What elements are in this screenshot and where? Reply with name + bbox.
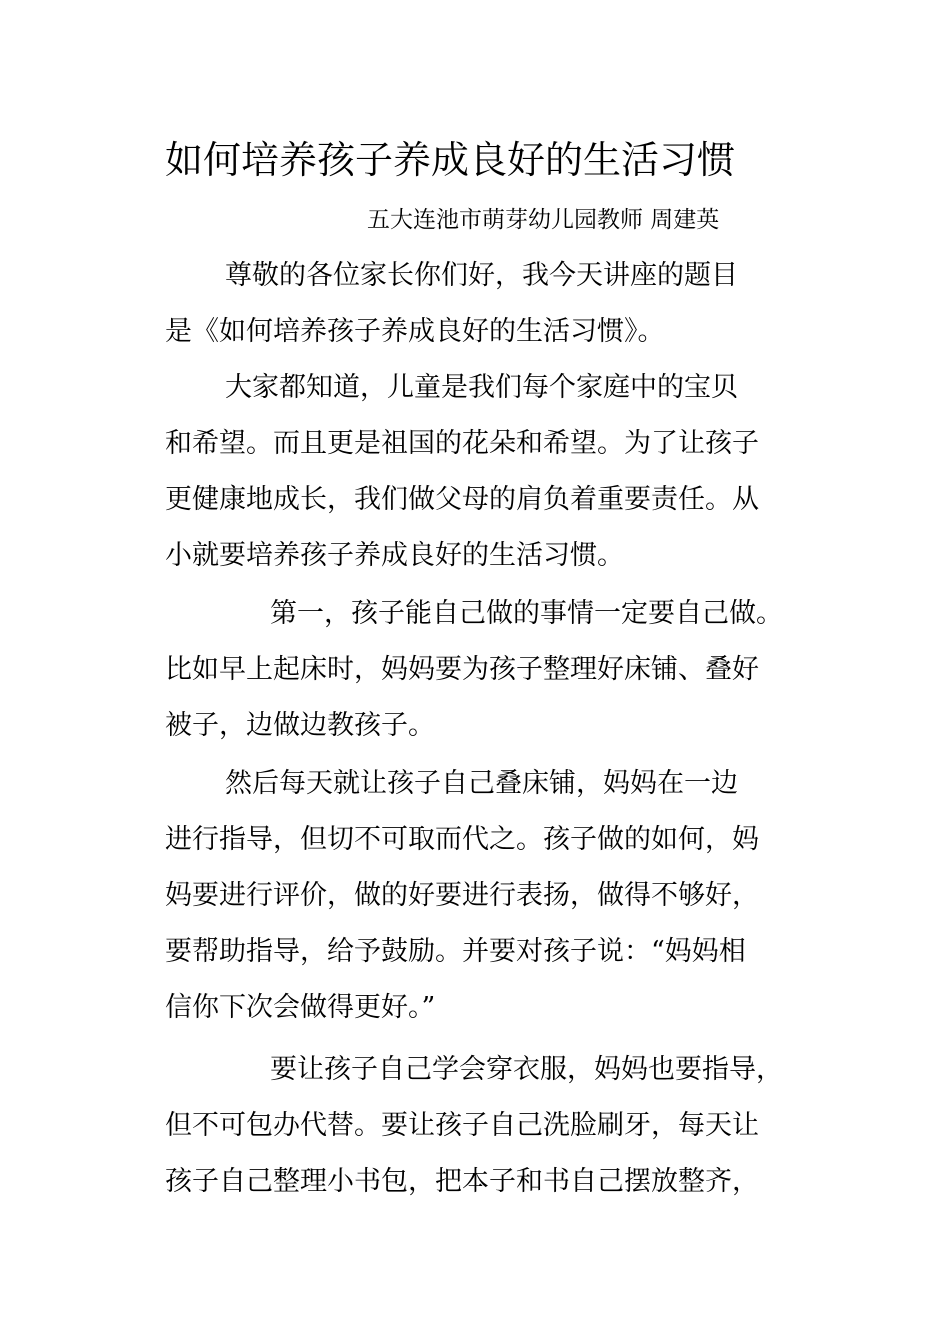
text-line: 然后每天就让孩子自己叠床铺，妈妈在一边 [225, 768, 738, 799]
text-line: 第一，孩子能自己做的事情一定要自己做。 [270, 598, 783, 629]
text-line: 但不可包办代替。要让孩子自己洗脸刷牙，每天让 [165, 1110, 759, 1141]
text-line: 孩子自己整理小书包，把本子和书自己摆放整齐， [165, 1166, 759, 1197]
text-line: 进行指导，但切不可取而代之。孩子做的如何，妈 [165, 824, 759, 855]
text-line: 比如早上起床时，妈妈要为孩子整理好床铺、叠好 [165, 654, 759, 685]
text-line: 要帮助指导，给予鼓励。并要对孩子说：“妈妈相 [165, 936, 746, 967]
text-line: 要让孩子自己学会穿衣服，妈妈也要指导， [270, 1054, 783, 1085]
text-line: 和希望。而且更是祖国的花朵和希望。为了让孩子 [165, 428, 759, 459]
text-line: 尊敬的各位家长你们好，我今天讲座的题目 [225, 260, 738, 291]
text-line: 信你下次会做得更好。” [165, 992, 436, 1023]
author-byline: 五大连池市萌芽幼儿园教师 周建英 [367, 207, 720, 233]
text-line: 大家都知道，儿童是我们每个家庭中的宝贝 [225, 372, 738, 403]
text-line: 是《如何培养孩子养成良好的生活习惯》。 [165, 316, 665, 347]
text-line: 更健康地成长，我们做父母的肩负着重要责任。从 [165, 484, 759, 515]
document-title: 如何培养孩子养成良好的生活习惯 [165, 138, 736, 182]
text-line: 妈要进行评价，做的好要进行表扬，做得不够好， [165, 880, 759, 911]
text-line: 被子，边做边教孩子。 [165, 710, 435, 741]
text-line: 小就要培养孩子养成良好的生活习惯。 [165, 540, 624, 571]
